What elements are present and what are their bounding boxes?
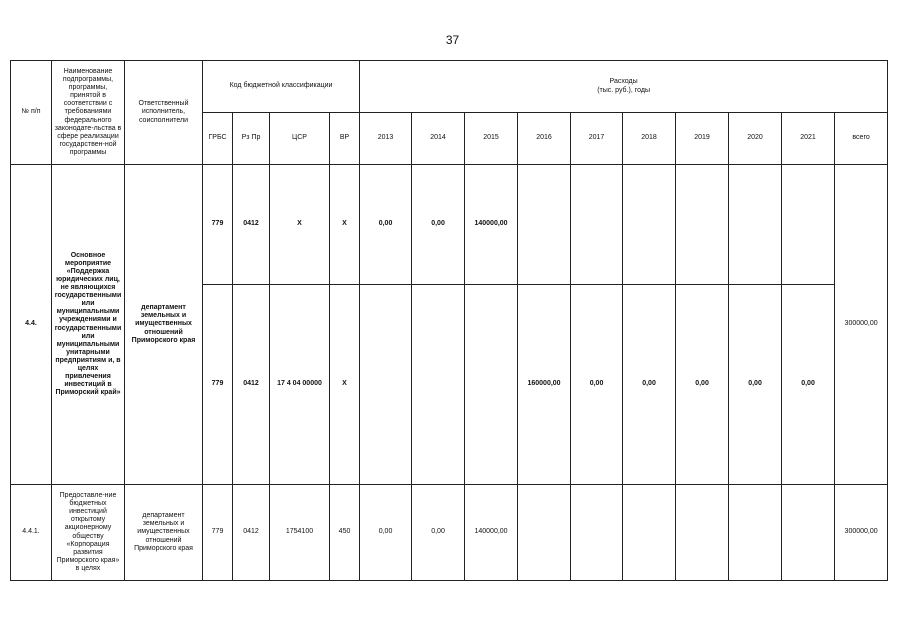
grbs-cell: 779 <box>203 165 233 285</box>
csr-header: ЦСР <box>270 113 330 165</box>
value-cell: 0,00 <box>571 285 623 485</box>
value-cell: 160000,00 <box>518 285 571 485</box>
expenses-title: Расходы <box>609 78 638 86</box>
value-cell <box>782 485 835 581</box>
value-cell: 0,00 <box>782 285 835 485</box>
row-number: 4.4.1. <box>11 485 52 581</box>
value-cell: 140000,00 <box>465 165 518 285</box>
row-responsible: департамент земельных и имущественных отношений Приморского края <box>125 165 203 485</box>
rzpr-header: Рз Пр <box>233 113 270 165</box>
row-name: Основное мероприятие «Поддержка юридических лиц, не являющихся государственными или муниципальными учреждениями и государственными или муниципальными унитарными предприятиям и, в целях привлечения инвестиций в Приморский край» <box>52 165 125 485</box>
value-cell <box>571 165 623 285</box>
grbs-cell: 779 <box>203 285 233 485</box>
value-cell: 0,00 <box>360 165 412 285</box>
value-cell: 0,00 <box>729 285 782 485</box>
total-cell: 300000,00 <box>835 165 888 485</box>
expenses-subtitle: (тыс. руб.), годы <box>597 86 650 94</box>
table-row <box>11 165 888 285</box>
value-cell: 0,00 <box>360 485 412 581</box>
year-header: 2013 <box>360 113 412 165</box>
value-cell <box>676 165 729 285</box>
value-cell: 0,00 <box>676 285 729 485</box>
col-name-header: Наименование подпрограммы, программы, принятой в соответствии с требованиями федерального законодате-льства в сфере реализации государствен-ной программы <box>52 61 125 165</box>
value-cell <box>571 485 623 581</box>
page-number: 37 <box>445 33 460 47</box>
value-cell <box>729 485 782 581</box>
year-header: 2015 <box>465 113 518 165</box>
value-cell <box>623 165 676 285</box>
vr-cell: Х <box>330 165 360 285</box>
value-cell <box>676 485 729 581</box>
grbs-header: ГРБС <box>203 113 233 165</box>
expenses-group-header <box>360 61 888 113</box>
budget-table <box>10 60 888 581</box>
rzpr-cell: 0412 <box>233 485 270 581</box>
value-cell <box>623 485 676 581</box>
csr-cell: 1754100 <box>270 485 330 581</box>
budget-code-group-header: Код бюджетной классификации <box>203 61 360 113</box>
table-row <box>11 485 888 581</box>
value-cell: 0,00 <box>412 165 465 285</box>
value-cell <box>360 285 412 485</box>
value-cell: 0,00 <box>623 285 676 485</box>
value-cell <box>518 165 571 285</box>
header-row-1 <box>11 61 888 113</box>
year-header: 2021 <box>782 113 835 165</box>
vr-header: ВР <box>330 113 360 165</box>
rzpr-cell: 0412 <box>233 285 270 485</box>
csr-cell: Х <box>270 165 330 285</box>
value-cell <box>729 165 782 285</box>
grbs-cell: 779 <box>203 485 233 581</box>
year-header: 2017 <box>571 113 623 165</box>
row-responsible: департамент земельных и имущественных отношений Приморского края <box>125 485 203 581</box>
value-cell <box>782 165 835 285</box>
row-number: 4.4. <box>11 165 52 485</box>
value-cell <box>412 285 465 485</box>
value-cell <box>518 485 571 581</box>
col-resp-header: Ответственный исполнитель, соисполнители <box>125 61 203 165</box>
vr-cell: Х <box>330 285 360 485</box>
value-cell <box>465 285 518 485</box>
row-name: Предоставле-ние бюджетных инвестиций открытому акционерному обществу «Корпорация развития Приморского края» в целях <box>52 485 125 581</box>
value-cell: 0,00 <box>412 485 465 581</box>
year-header: 2019 <box>676 113 729 165</box>
vr-cell: 450 <box>330 485 360 581</box>
csr-cell: 17 4 04 00000 <box>270 285 330 485</box>
rzpr-cell: 0412 <box>233 165 270 285</box>
year-header: 2020 <box>729 113 782 165</box>
total-cell: 300000,00 <box>835 485 888 581</box>
year-header: 2016 <box>518 113 571 165</box>
year-header: 2014 <box>412 113 465 165</box>
value-cell: 140000,00 <box>465 485 518 581</box>
col-num-header: № п/п <box>11 61 52 165</box>
total-header: всего <box>835 113 888 165</box>
year-header: 2018 <box>623 113 676 165</box>
